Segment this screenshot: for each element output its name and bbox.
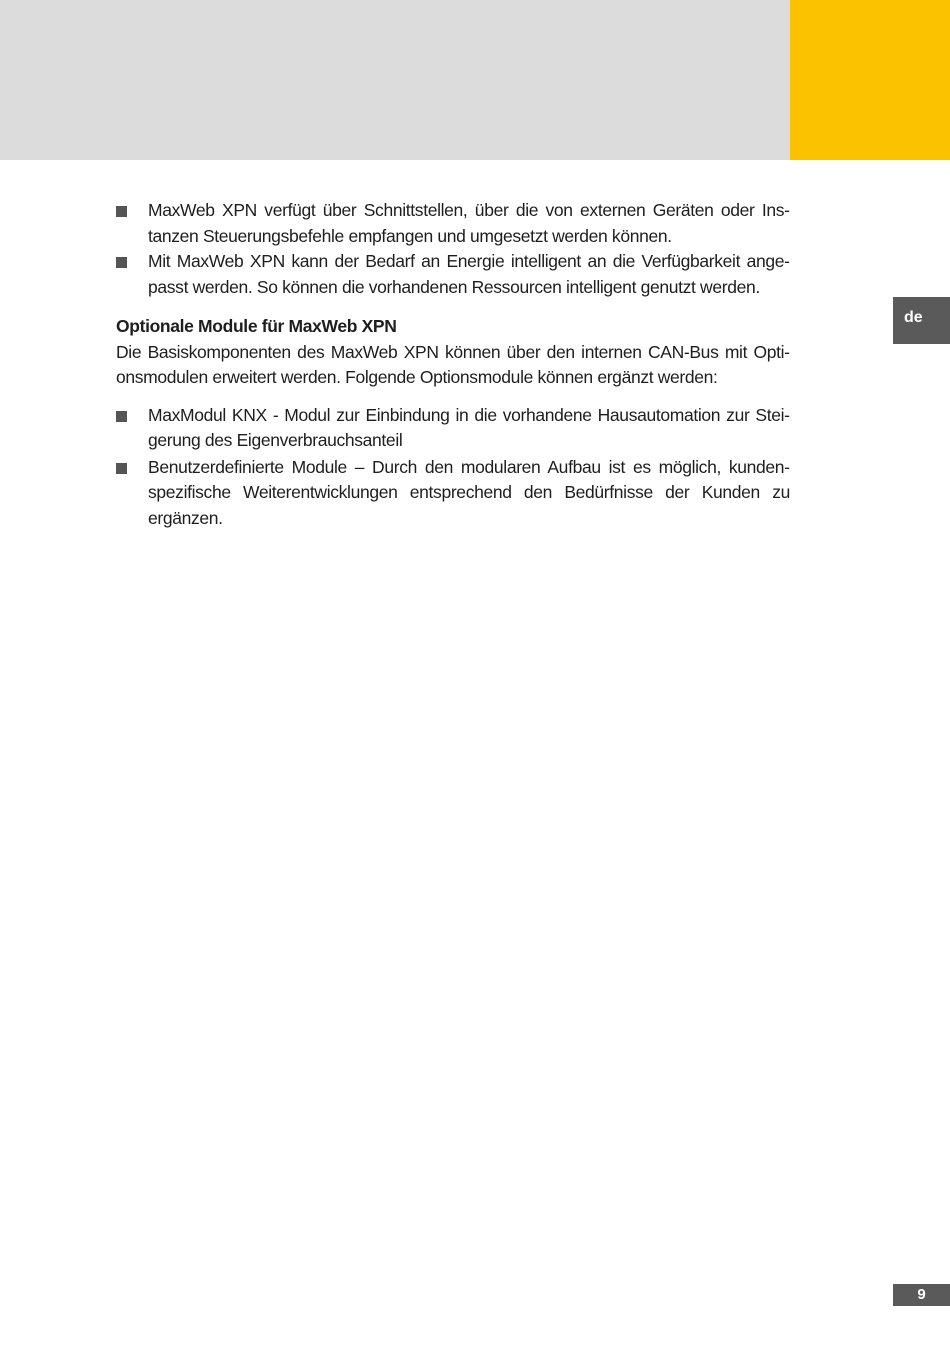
section-heading: Optionale Module für MaxWeb XPN — [116, 316, 397, 336]
header-accent-block — [790, 0, 950, 160]
square-bullet-icon — [116, 257, 127, 268]
header-band — [0, 0, 790, 160]
language-tab — [893, 297, 950, 344]
section-paragraph: Die Basiskomponenten des MaxWeb XPN können über den internen CAN-Bus mit Optionsmodulen erweitert werden. Folgende Optionsmodule können ergänzt werden: — [116, 341, 790, 387]
language-tab-label: de — [904, 309, 923, 326]
list-item — [116, 403, 790, 454]
list-item-text: Mit MaxWeb XPN kann der Bedarf an Energie intelligent an die Verfügbarkeit angepasst werden. So können die vorhandenen Ressourcen intelligent genutzt werden. — [148, 251, 790, 297]
intro-bullet-list — [116, 198, 790, 300]
list-item — [116, 198, 790, 249]
square-bullet-icon — [116, 206, 127, 217]
list-item — [116, 249, 790, 300]
square-bullet-icon — [116, 411, 127, 422]
list-item — [116, 455, 790, 532]
page-number-label: 9 — [917, 1286, 926, 1303]
square-bullet-icon — [116, 463, 127, 474]
list-item-text: Benutzerdefinierte Module – Durch den modularen Aufbau ist es möglich, kundenspezifische Weiterentwicklungen entsprechend den Bedürfnisse der Kunden zu ergänzen. — [148, 456, 790, 528]
module-bullet-list — [116, 403, 790, 532]
list-item-text: MaxWeb XPN verfügt über Schnittstellen, über die von externen Geräten oder Instanzen Steuerungsbefehle empfangen und umgesetzt werden können. — [148, 200, 790, 246]
list-item-text: MaxModul KNX - Modul zur Einbindung in die vorhandene Hausautomation zur Steigerung des Eigenverbrauchsanteil — [148, 404, 790, 450]
page-content — [116, 198, 790, 532]
page-number — [893, 1284, 950, 1306]
